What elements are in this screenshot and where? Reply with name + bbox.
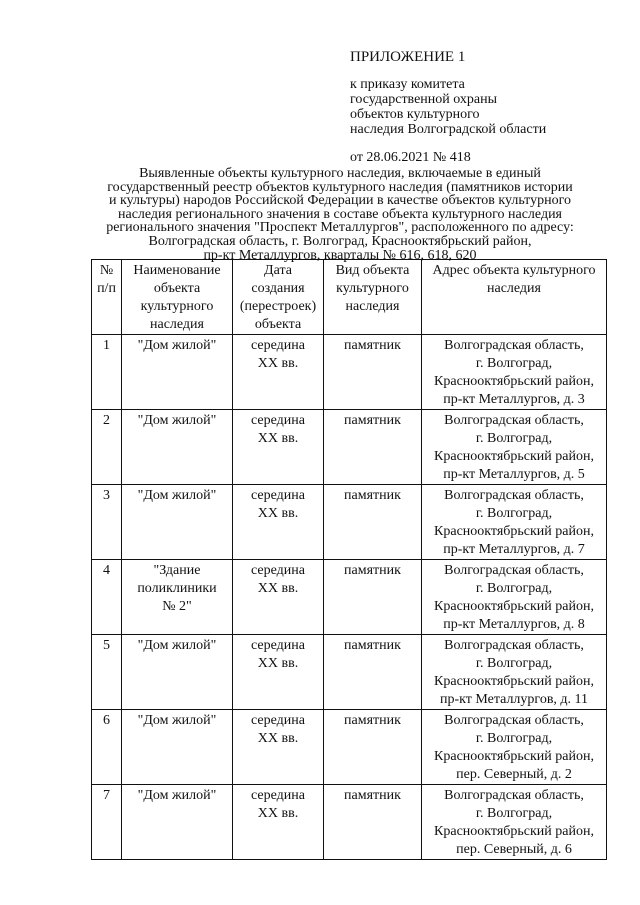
cell-creation-date-line: XX вв. — [257, 731, 299, 746]
cell-address-line: Волгоградская область, — [444, 413, 584, 428]
table-row — [92, 710, 607, 785]
header-text: создания — [251, 281, 305, 296]
cell-creation-date-line: середина — [251, 413, 305, 428]
cell-address — [422, 410, 607, 485]
cell-address — [422, 635, 607, 710]
table-row — [92, 785, 607, 860]
header-text: наследия — [345, 299, 400, 314]
cell-creation-date — [233, 560, 324, 635]
table-row — [92, 410, 607, 485]
cell-address-line: г. Волгоград, — [475, 656, 553, 671]
cell-creation-date-line: середина — [251, 713, 305, 728]
cell-address-line: Волгоградская область, — [444, 713, 584, 728]
cell-object-kind-text: памятник — [344, 413, 401, 428]
cell-object-name-line: "Дом жилой" — [137, 338, 217, 353]
order-date: от 28.06.2021 № 418 — [350, 150, 471, 165]
table-header-row — [92, 260, 607, 335]
appendix-title: ПРИЛОЖЕНИЕ 1 — [350, 49, 466, 65]
cell-address-line: пер. Северный, д. 6 — [456, 842, 572, 857]
cell-address — [422, 560, 607, 635]
cell-number-text: 6 — [103, 713, 110, 728]
cell-object-name — [122, 635, 233, 710]
cell-creation-date-line: XX вв. — [257, 356, 299, 371]
cell-number — [92, 560, 122, 635]
appendix-block — [350, 50, 546, 165]
cell-address-line: пр-кт Металлургов, д. 7 — [443, 542, 585, 557]
cell-object-kind — [324, 785, 422, 860]
column-header-kind — [324, 260, 422, 335]
header-text: Наименование — [133, 263, 221, 278]
header-text: Вид объекта — [335, 263, 410, 278]
cell-object-name-line: "Дом жилой" — [137, 488, 217, 503]
header-text: объекта — [153, 281, 201, 296]
cell-object-kind-text: памятник — [344, 788, 401, 803]
title-line: пр-кт Металлургов, кварталы № 616, 618, 620 — [203, 247, 477, 263]
cell-address-line: Краснооктябрьский район, — [434, 524, 594, 539]
header-text: культурного — [336, 281, 409, 296]
cell-address-line: Волгоградская область, — [444, 563, 584, 578]
cell-object-kind — [324, 635, 422, 710]
order-line: к приказу комитета — [350, 77, 465, 92]
cell-number — [92, 410, 122, 485]
cell-object-name-line: "Дом жилой" — [137, 713, 217, 728]
cell-object-name — [122, 560, 233, 635]
header-text: наследия — [150, 317, 204, 332]
cell-address — [422, 335, 607, 410]
cell-object-name — [122, 785, 233, 860]
cell-creation-date-line: XX вв. — [257, 656, 299, 671]
cell-object-name-line: "Дом жилой" — [137, 413, 217, 428]
cell-creation-date-line: середина — [251, 338, 305, 353]
cell-creation-date-line: XX вв. — [257, 581, 299, 596]
cell-number-text: 2 — [103, 413, 110, 428]
order-line: объектов культурного — [350, 107, 480, 122]
cell-creation-date — [233, 335, 324, 410]
cell-number — [92, 485, 122, 560]
header-text: (перестроек) — [239, 299, 317, 314]
cell-creation-date-line: середина — [251, 563, 305, 578]
title-line: наследия регионального значения в составе объекта культурного наследия — [118, 206, 562, 222]
header-text: № — [99, 263, 114, 278]
cell-address-line: Волгоградская область, — [444, 488, 584, 503]
cell-object-name-line: "Здание — [153, 563, 201, 578]
cell-object-name — [122, 410, 233, 485]
cell-address-line: пр-кт Металлургов, д. 11 — [439, 692, 589, 707]
cell-address-line: Краснооктябрьский район, — [434, 374, 594, 389]
column-header-date — [233, 260, 324, 335]
cell-object-kind-text: памятник — [344, 638, 401, 653]
cell-address-line: Краснооктябрьский район, — [434, 674, 594, 689]
cell-address-line: г. Волгоград, — [475, 581, 553, 596]
cell-object-kind — [324, 335, 422, 410]
cell-object-name — [122, 710, 233, 785]
cell-object-name-line: "Дом жилой" — [137, 788, 217, 803]
order-line: государственной охраны — [350, 92, 498, 107]
table-row — [92, 560, 607, 635]
cell-creation-date — [233, 785, 324, 860]
cell-object-kind-text: памятник — [344, 713, 401, 728]
table-row — [92, 335, 607, 410]
cell-number — [92, 335, 122, 410]
cell-address-line: Волгоградская область, — [444, 638, 584, 653]
cell-object-name — [122, 335, 233, 410]
cell-address-line: Краснооктябрьский район, — [434, 824, 594, 839]
cell-creation-date-line: середина — [251, 638, 305, 653]
title-line: Выявленные объекты культурного наследия, включаемые в единый — [139, 166, 541, 181]
cell-number — [92, 635, 122, 710]
cell-address — [422, 710, 607, 785]
cell-number-text: 1 — [103, 338, 110, 353]
cell-number-text: 5 — [103, 638, 110, 653]
cell-number — [92, 785, 122, 860]
title-line: регионального значения "Проспект Металлургов", расположенного по адресу: — [106, 220, 574, 236]
cell-address-line: Краснооктябрьский район, — [434, 749, 594, 764]
column-header-number — [92, 260, 122, 335]
cell-address-line: г. Волгоград, — [475, 731, 553, 746]
cell-address-line: г. Волгоград, — [475, 431, 553, 446]
cell-address-line: пер. Северный, д. 2 — [456, 767, 572, 782]
cell-object-kind — [324, 485, 422, 560]
cell-object-kind — [324, 410, 422, 485]
cell-address-line: г. Волгоград, — [475, 806, 553, 821]
cell-address-line: Волгоградская область, — [444, 788, 584, 803]
title-line: и культуры) народов Российской Федерации в качестве объектов культурного — [108, 193, 572, 209]
cell-object-kind — [324, 710, 422, 785]
cell-creation-date-line: XX вв. — [257, 806, 299, 821]
cell-address-line: Краснооктябрьский район, — [434, 449, 594, 464]
cell-number — [92, 710, 122, 785]
title-line: государственный реестр объектов культурного наследия (памятников истории — [107, 179, 573, 195]
cell-address-line: Волгоградская область, — [444, 338, 584, 353]
cell-object-kind-text: памятник — [344, 338, 401, 353]
cell-address-line: пр-кт Металлургов, д. 8 — [443, 617, 585, 632]
column-header-name — [122, 260, 233, 335]
header-text: объекта — [254, 317, 302, 332]
table-row — [92, 635, 607, 710]
cell-creation-date — [233, 485, 324, 560]
cell-object-name-line: "Дом жилой" — [137, 638, 217, 653]
table-row — [92, 485, 607, 560]
cell-number-text: 7 — [103, 788, 110, 803]
column-header-address — [422, 260, 607, 335]
cell-address — [422, 485, 607, 560]
cell-creation-date — [233, 710, 324, 785]
cell-object-kind-text: памятник — [344, 563, 401, 578]
table-body — [92, 335, 607, 860]
cell-number-text: 4 — [103, 563, 110, 578]
cell-address — [422, 785, 607, 860]
cell-creation-date-line: середина — [251, 788, 305, 803]
cell-creation-date — [233, 410, 324, 485]
cell-object-name — [122, 485, 233, 560]
document-title — [70, 167, 610, 262]
cell-address-line: г. Волгоград, — [475, 506, 553, 521]
cell-object-kind-text: памятник — [344, 488, 401, 503]
cell-creation-date-line: XX вв. — [257, 506, 299, 521]
cell-creation-date-line: середина — [251, 488, 305, 503]
title-line: Волгоградская область, г. Волгоград, Краснооктябрьский район, — [148, 233, 532, 249]
header-text: Дата — [264, 263, 292, 278]
cell-number-text: 3 — [103, 488, 110, 503]
cell-creation-date-line: XX вв. — [257, 431, 299, 446]
cell-object-name-line: поликлиники — [137, 581, 217, 596]
header-text: п/п — [97, 281, 116, 296]
cell-address-line: пр-кт Металлургов, д. 5 — [443, 467, 585, 482]
heritage-objects-table — [91, 259, 607, 860]
cell-object-name-line: № 2" — [162, 599, 192, 614]
cell-address-line: Краснооктябрьский район, — [434, 599, 594, 614]
cell-address-line: г. Волгоград, — [475, 356, 553, 371]
cell-creation-date — [233, 635, 324, 710]
order-line: наследия Волгоградской области — [350, 122, 547, 137]
header-text: Адрес объекта культурного — [432, 263, 596, 278]
header-text: культурного — [140, 299, 214, 314]
header-text: наследия — [487, 281, 541, 296]
cell-object-kind — [324, 560, 422, 635]
cell-address-line: пр-кт Металлургов, д. 3 — [443, 392, 585, 407]
